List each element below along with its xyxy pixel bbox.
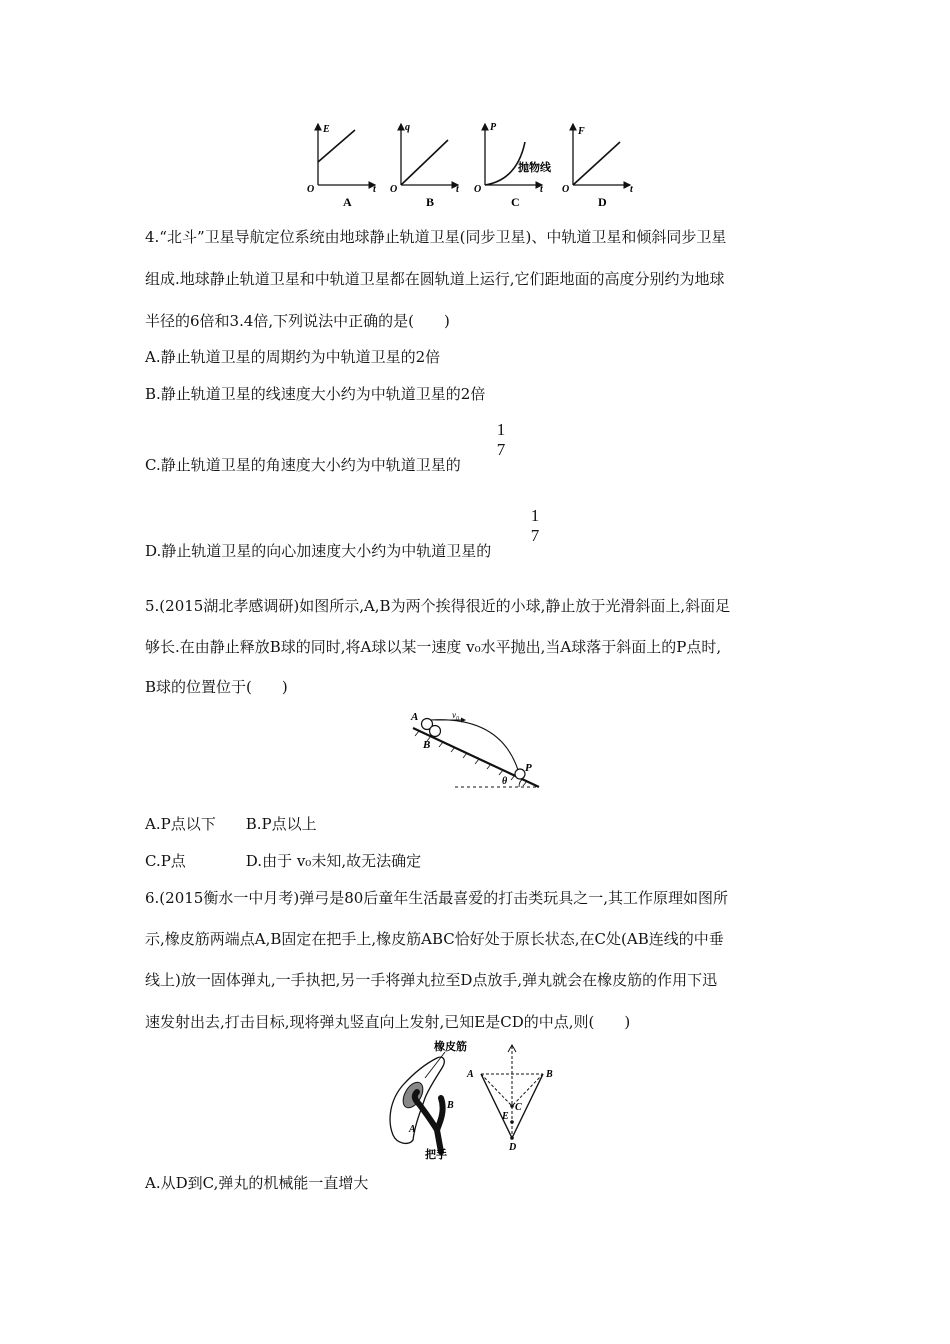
graph-d — [562, 124, 634, 209]
q4-option-d-fraction — [527, 506, 543, 546]
slingshot-svg — [385, 1040, 565, 1165]
q4-option-a: A.静止轨道卫星的周期约为中轨道卫星的2倍 — [145, 348, 441, 366]
triangle-diagram — [466, 1045, 553, 1153]
landing-point-ball — [515, 769, 525, 779]
graph-c — [474, 122, 552, 209]
graph-d-origin: O — [562, 184, 570, 195]
q4-stem-line-3: 半径的6倍和3.4倍,下列说法中正确的是( ) — [145, 312, 450, 330]
q5-stem-line-1: 5.(2015湖北孝感调研)如图所示,A,B为两个挨得很近的小球,静止放于光滑斜面上,斜面足 — [145, 597, 731, 615]
q6-stem-line-2: 示,橡皮筋两端点A,B固定在把手上,橡皮筋ABC恰好处于原长状态,在C处(AB连线的中垂 — [145, 930, 724, 948]
label-v0: v₀ — [452, 710, 460, 720]
slingshot-frame — [415, 1092, 443, 1152]
fraction-numerator: 1 — [530, 506, 540, 525]
graph-a-caption: A — [343, 195, 352, 209]
graph-a — [307, 124, 377, 209]
graph-b-origin: O — [390, 184, 398, 195]
graph-c-origin: O — [474, 184, 482, 195]
q4-option-c-fraction — [493, 420, 509, 460]
q4-option-c: C.静止轨道卫星的角速度大小约为中轨道卫星的 — [145, 456, 461, 474]
graph-b-xaxis-label: t — [456, 184, 459, 195]
label-tri-b: B — [546, 1069, 553, 1080]
label-tri-a: A — [467, 1069, 474, 1080]
incline-svg — [405, 706, 550, 792]
label-theta: θ — [502, 776, 508, 787]
q6-stem-line-1: 6.(2015衡水一中月考)弹弓是80后童年生活最喜爱的打击类玩具之一,其工作原理如图所 — [145, 889, 729, 907]
graph-a-yaxis-label: E — [323, 124, 330, 135]
graph-b-yaxis-label: q — [405, 122, 410, 133]
incline-figure — [405, 706, 550, 792]
slingshot-figure — [385, 1040, 565, 1165]
fraction-denominator: 7 — [496, 440, 506, 459]
ball-b — [430, 726, 441, 737]
q4-option-b: B.静止轨道卫星的线速度大小约为中轨道卫星的2倍 — [145, 385, 486, 403]
q4-stem-line-2: 组成.地球静止轨道卫星和中轨道卫星都在圆轨道上运行,它们距地面的高度分别约为地球 — [145, 270, 725, 288]
graph-b-caption: B — [426, 195, 435, 209]
graphs-figure — [305, 118, 645, 213]
label-b: B — [423, 739, 431, 751]
label-hand-a: A — [409, 1124, 416, 1135]
graph-b — [390, 122, 460, 209]
q6-option-a: A.从D到C,弹丸的机械能一直增大 — [145, 1174, 369, 1192]
label-tri-c: C — [515, 1102, 522, 1113]
label-rubber-band: 橡皮筋 — [434, 1041, 467, 1053]
graph-b-line — [401, 140, 448, 185]
graph-a-origin: O — [307, 184, 315, 195]
label-a: A — [411, 711, 419, 723]
graph-a-xaxis-label: t — [373, 184, 376, 195]
graph-c-xaxis-label: t — [540, 184, 543, 195]
graph-c-yaxis-label: P — [490, 122, 497, 133]
graph-c-caption: C — [511, 195, 520, 209]
fraction-denominator: 7 — [530, 526, 540, 545]
graph-c-curve-note: 抛物线 — [518, 162, 551, 174]
label-handle: 把手 — [425, 1149, 447, 1161]
label-tri-d: D — [509, 1142, 517, 1153]
label-hand-b: B — [447, 1100, 454, 1111]
graph-d-caption: D — [598, 195, 607, 209]
q5-options-row-2: C.P点 D.由于 v₀未知,故无法确定 — [145, 852, 422, 870]
q5-stem-line-3: B球的位置位于( ) — [145, 678, 288, 696]
label-p: P — [525, 762, 532, 774]
label-tri-e: E — [502, 1111, 509, 1122]
graph-d-yaxis-label: F — [578, 126, 585, 137]
fraction-numerator: 1 — [496, 420, 506, 439]
q4-option-d: D.静止轨道卫星的向心加速度大小约为中轨道卫星的 — [145, 542, 492, 560]
q5-options-row-1: A.P点以下 B.P点以上 — [145, 815, 317, 833]
q6-stem-line-4: 速发射出去,打击目标,现将弹丸竖直向上发射,已知E是CD的中点,则( ) — [145, 1013, 631, 1031]
q6-stem-line-3: 线上)放一固体弹丸,一手执把,另一手将弹丸拉至D点放手,弹丸就会在橡皮筋的作用下迅 — [145, 971, 718, 989]
q5-stem-line-2: 够长.在由静止释放B球的同时,将A球以某一速度 v₀水平抛出,当A球落于斜面上的P点时, — [145, 638, 722, 656]
graphs-svg — [305, 118, 645, 213]
graph-d-xaxis-label: t — [630, 184, 633, 195]
q4-stem-line-1: 4.“北斗”卫星导航定位系统由地球静止轨道卫星(同步卫星)、中轨道卫星和倾斜同步卫星 — [145, 228, 727, 246]
graph-d-line — [573, 142, 620, 185]
